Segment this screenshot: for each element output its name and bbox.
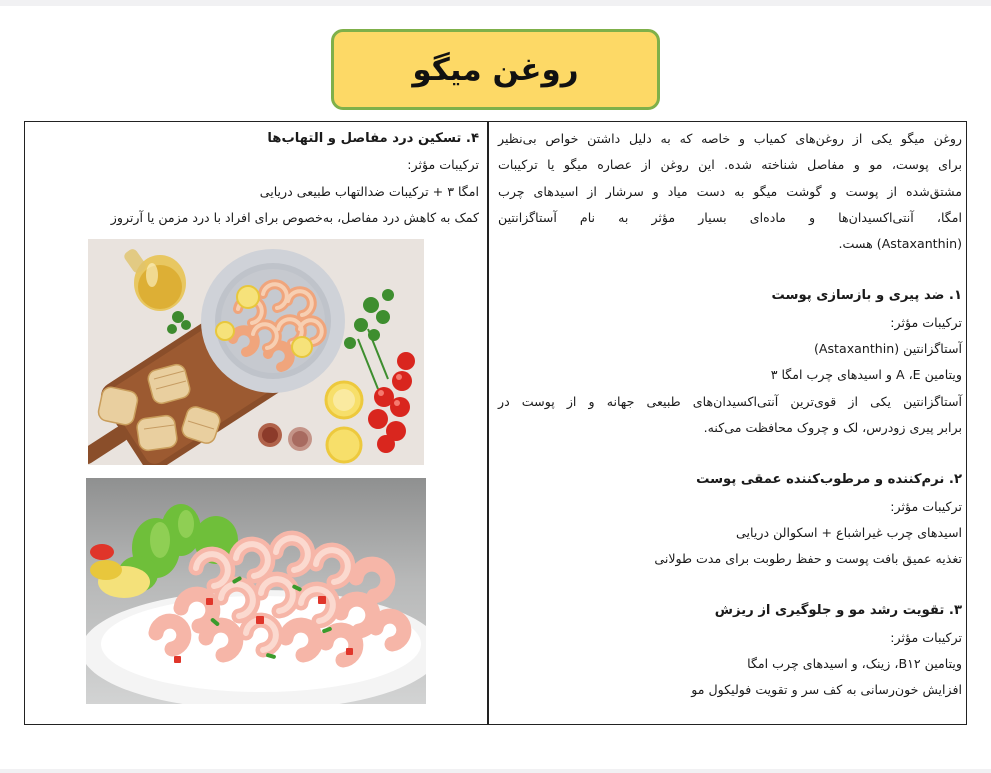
section-line: تغذیه عمیق بافت پوست و حفظ رطوبت برای مدت طولانی (654, 551, 962, 567)
intro-line: روغن میگو یکی از روغن‌های کمیاب و خاصه که به دلیل داشتن خواص بی‌نظیر (498, 131, 962, 146)
section-label: ترکیبات مؤثر: (407, 157, 479, 173)
section-label: ترکیبات مؤثر: (890, 314, 962, 330)
section-heading: ۳. تقویت رشد مو و جلوگیری از ریزش (714, 603, 962, 619)
page-title: روغن میگو (412, 51, 579, 88)
section-label: ترکیبات مؤثر: (890, 629, 962, 645)
section-line: ویتامین A ،E و اسیدهای چرب امگا ۳ (770, 367, 962, 383)
bottom-strip (0, 769, 991, 773)
section-heading: ۴. تسکین درد مفاصل و التهاب‌ها (267, 131, 479, 146)
section-line: کمک به کاهش درد مفاصل، به‌خصوص برای افراد با درد مزمن یا آرتروز (110, 209, 479, 225)
column-divider (487, 122, 489, 724)
intro-line: امگا، آنتی‌اکسیدان‌ها و ماده‌ای بسیار مؤثر به نام آستاگزانتین (498, 209, 962, 225)
title-banner (331, 29, 660, 110)
section-line: آستاگزانتین یکی از قوی‌ترین آنتی‌اکسیدان‌های طبیعی جهانه و از پوست در (498, 393, 962, 409)
content-table (24, 121, 967, 725)
section-line: اسیدهای چرب غیراشباع + اسکوالن دریایی (736, 524, 962, 540)
section-line: ویتامین B۱۲، زینک، و اسیدهای چرب امگا (747, 656, 962, 672)
section-line: امگا ۳ + ترکیبات ضدالتهاب طبیعی دریایی (259, 183, 479, 199)
intro-line: برای پوست، مو و مفاصل شناخته شده. این روغن از عصاره میگو یا ترکیبات (498, 157, 962, 173)
section-label: ترکیبات مؤثر: (890, 498, 962, 514)
shrimp-salad-photo (86, 478, 426, 704)
top-strip (0, 0, 991, 6)
section-line: برابر پیری زودرس، لک و چروک محافظت می‌کنه. (703, 419, 962, 435)
section-heading: ۲. نرم‌کننده و مرطوب‌کننده عمقی پوست (696, 472, 962, 488)
intro-line: مشتق‌شده از پوست و گوشت میگو به دست میاد و سرشار از اسیدهای چرب (498, 183, 962, 199)
shrimp-table-photo (88, 239, 424, 465)
section-line: افزایش خون‌رسانی به کف سر و تقویت فولیکول مو (691, 682, 962, 698)
section-line: آستاگزانتین (Astaxanthin) (813, 341, 962, 357)
section-heading: ۱. ضد پیری و بازسازی پوست (771, 288, 962, 304)
intro-line: (Astaxanthin) هست. (838, 236, 962, 252)
left-column (25, 122, 487, 231)
right-column (490, 122, 966, 704)
